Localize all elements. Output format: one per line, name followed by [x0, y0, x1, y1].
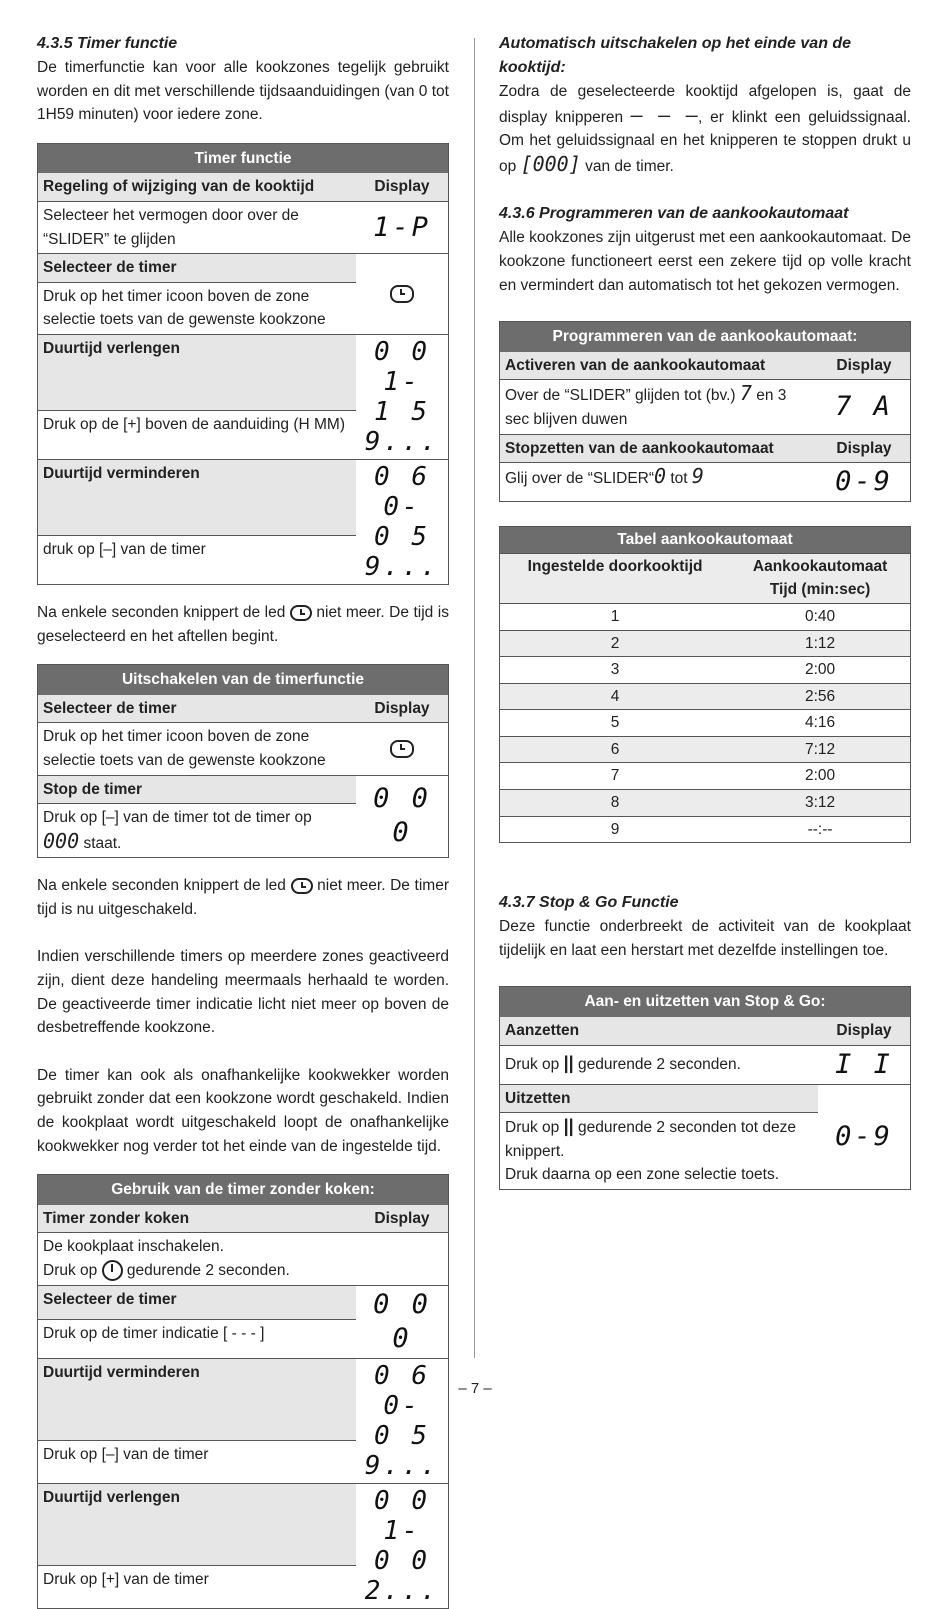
table-title: Gebruik van de timer zonder koken:: [38, 1175, 449, 1205]
section-header: Regeling of wijziging van de kooktijd: [38, 173, 357, 201]
display-header: Display: [818, 352, 911, 380]
time-cell: 2:00: [730, 763, 910, 790]
section-header: Duurtijd verlengen: [38, 1483, 357, 1565]
instruction-text: Druk op [+] van de timer: [43, 1570, 209, 1588]
table-row: [500, 736, 911, 763]
display-header: Display: [356, 695, 449, 723]
table-row: [500, 603, 911, 630]
instruction-text: Druk op de [+] boven de aanduiding (H MM): [43, 415, 345, 433]
level-cell: 2: [500, 630, 731, 657]
instruction-text: Druk op [–] van de timer: [43, 1445, 209, 1463]
level-cell: 8: [500, 790, 731, 817]
table-title: Aan- en uitzetten van Stop & Go:: [500, 987, 911, 1017]
instruction-text: Over de “SLIDER” glijden tot (bv.) 7 en 3 sec blijven duwen: [505, 381, 787, 428]
display-code: 0 0 1- 0 0 2...: [356, 1483, 449, 1608]
section-header: Uitzetten: [500, 1084, 819, 1113]
table-row: [500, 683, 911, 710]
boil-program-table: [499, 321, 911, 502]
table-title: Tabel aankookautomaat: [500, 527, 911, 554]
section-header: Selecteer de timer: [38, 695, 357, 723]
display-code: 0 0 0: [356, 775, 449, 858]
table-title: Uitschakelen van de timerfunctie: [38, 665, 449, 695]
column-divider: [474, 38, 475, 1358]
stopgo-heading: 4.3.7 Stop & Go Functie: [499, 894, 679, 912]
boil-heading: 4.3.6 Programmeren van de aankookautomaat: [499, 205, 849, 223]
time-cell: 2:56: [730, 683, 910, 710]
instruction-text: Druk op || gedurende 2 seconden.: [505, 1053, 741, 1074]
boil-intro: Alle kookzones zijn uitgerust met een aankookautomaat. De kookzone functioneert eerst een zekere tijd op volle kracht en vermindert dan automatisch tot het gekozen vermogen.: [499, 229, 911, 294]
page-number: – 7 –: [458, 1380, 492, 1397]
time-cell: 4:16: [730, 710, 910, 737]
table-row: [500, 763, 911, 790]
instruction-text: Druk op het timer icoon boven de zone selectie toets van de gewenste kookzone: [43, 287, 326, 329]
table-row: [500, 630, 911, 657]
display-code: 7 A: [835, 390, 893, 422]
display-code: I I: [835, 1048, 893, 1080]
table-row: [500, 816, 911, 843]
display-header: Display: [818, 1017, 911, 1045]
section-header: Selecteer de timer: [38, 1285, 357, 1319]
section-header: Selecteer de timer: [38, 254, 357, 283]
section-header: Activeren van de aankookautomaat: [500, 352, 819, 380]
display-code: 0 6 0- 0 5 9...: [356, 459, 449, 584]
level-cell: 6: [500, 736, 731, 763]
timer-off-table: [37, 664, 449, 858]
instruction-text: Druk op de timer indicatie [ - - - ]: [43, 1324, 265, 1342]
table-row: [500, 710, 911, 737]
time-cell: 7:12: [730, 736, 910, 763]
instruction-text: Glij over de “SLIDER“0 tot 9: [505, 464, 704, 489]
led-note: Na enkele seconden knippert de led niet meer. De tijd is geselecteerd en het aftellen begint.: [37, 603, 449, 645]
stopgo-table: [499, 986, 911, 1190]
instruction-text: Druk op || gedurende 2 seconden tot deze knippert. Druk daarna op een zone selectie toets.: [505, 1116, 797, 1184]
instruction-text: Druk op [–] van de timer tot de timer op 000 staat.: [43, 809, 312, 853]
instruction-text: Selecteer het vermogen door over de “SLIDER” te glijden: [43, 206, 299, 248]
time-cell: 2:00: [730, 657, 910, 684]
pause-icon: ||: [563, 1116, 574, 1137]
display-code: 0-9: [818, 1084, 911, 1189]
column-header: Aankookautomaat Tijd (min:sec): [730, 553, 910, 603]
led-note: Na enkele seconden knippert de led niet meer. De timer tijd is nu uitgeschakeld.: [37, 877, 449, 918]
table-title: Timer functie: [38, 143, 449, 173]
boil-levels-table: [499, 526, 911, 843]
level-cell: 5: [500, 710, 731, 737]
section-header: Duurtijd verminderen: [38, 459, 357, 535]
multi-timer-paragraph: Indien verschillende timers op meerdere zones geactiveerd zijn, dient deze handeling meermaals herhaald te worden. De geactiveerde timer indicatie licht niet meer op boven de desbetreffende kookzone.: [37, 948, 449, 1037]
led-clock-icon: [291, 878, 313, 894]
display-header: Display: [356, 173, 449, 201]
kitchen-timer-paragraph: De timer kan ook als onafhankelijke kookwekker worden gebruikt zonder dat een kookzone wordt geschakeld. Indien de kookplaat wordt uitgeschakeld loopt de onafhankelijke kookwekker nog verder tot het einde van de ingestelde tijd.: [37, 1066, 449, 1155]
auto-off-heading: Automatisch uitschakelen op het einde van de kooktijd:: [499, 35, 852, 76]
instruction-text: De kookplaat inschakelen. Druk op gedurende 2 seconden.: [38, 1233, 357, 1285]
section-header: Duurtijd verlengen: [38, 334, 357, 410]
table-row: [500, 657, 911, 684]
display-code: 0 0 0: [356, 1285, 449, 1358]
display-code: 0-9: [835, 466, 893, 498]
led-clock-icon: [290, 605, 312, 621]
auto-off-text: Zodra de geselecteerde kooktijd afgelopen is, gaat de display knipperen – – –, er klinkt een geluidssignaal. Om het geluidssignaal en het knipperen te stoppen drukt u op [000] van de timer.: [499, 83, 911, 176]
time-cell: --:--: [730, 816, 910, 843]
pause-icon: ||: [563, 1053, 574, 1074]
table-row: [500, 790, 911, 817]
section-header: Stopzetten van de aankookautomaat: [500, 434, 819, 463]
level-cell: 4: [500, 683, 731, 710]
timer-heading: 4.3.5 Timer functie: [37, 35, 178, 52]
section-header: Aanzetten: [500, 1017, 819, 1045]
display-code: 0 6 0- 0 5 9...: [356, 1358, 449, 1483]
stopgo-intro: Deze functie onderbreekt de activiteit van de kookplaat tijdelijk en laat een herstart met dezelfde instellingen toe.: [499, 918, 911, 959]
right-column: [499, 32, 911, 1190]
column-header: Ingestelde doorkooktijd: [500, 553, 731, 603]
level-cell: 3: [500, 657, 731, 684]
display-code: 0 0 1- 1 5 9...: [356, 334, 449, 459]
timer-clock-icon: [390, 285, 414, 303]
table-title: Programmeren van de aankookautomaat:: [500, 322, 911, 352]
time-cell: 3:12: [730, 790, 910, 817]
display-header: Display: [818, 434, 911, 463]
level-cell: 1: [500, 603, 731, 630]
instruction-text: druk op [–] van de timer: [43, 540, 206, 558]
level-cell: 9: [500, 816, 731, 843]
time-cell: 1:12: [730, 630, 910, 657]
section-header: Stop de timer: [38, 775, 357, 804]
display-code: 1-P: [373, 211, 431, 243]
section-header: Timer zonder koken: [38, 1205, 357, 1233]
instruction-text: Druk op het timer icoon boven de zone selectie toets van de gewenste kookzone: [43, 728, 326, 769]
timer-intro: De timerfunctie kan voor alle kookzones tegelijk gebruikt worden en dit met verschillende tijdsaanduidingen (van 0 tot 1H59 minuten) voor iedere zone.: [37, 59, 449, 124]
timer-clock-icon: [390, 740, 414, 758]
level-cell: 7: [500, 763, 731, 790]
timer-table: [37, 143, 449, 585]
display-header: Display: [356, 1205, 449, 1233]
time-cell: 0:40: [730, 603, 910, 630]
power-icon: [102, 1260, 123, 1281]
left-column: [37, 32, 449, 1609]
section-header: Duurtijd verminderen: [38, 1358, 357, 1440]
